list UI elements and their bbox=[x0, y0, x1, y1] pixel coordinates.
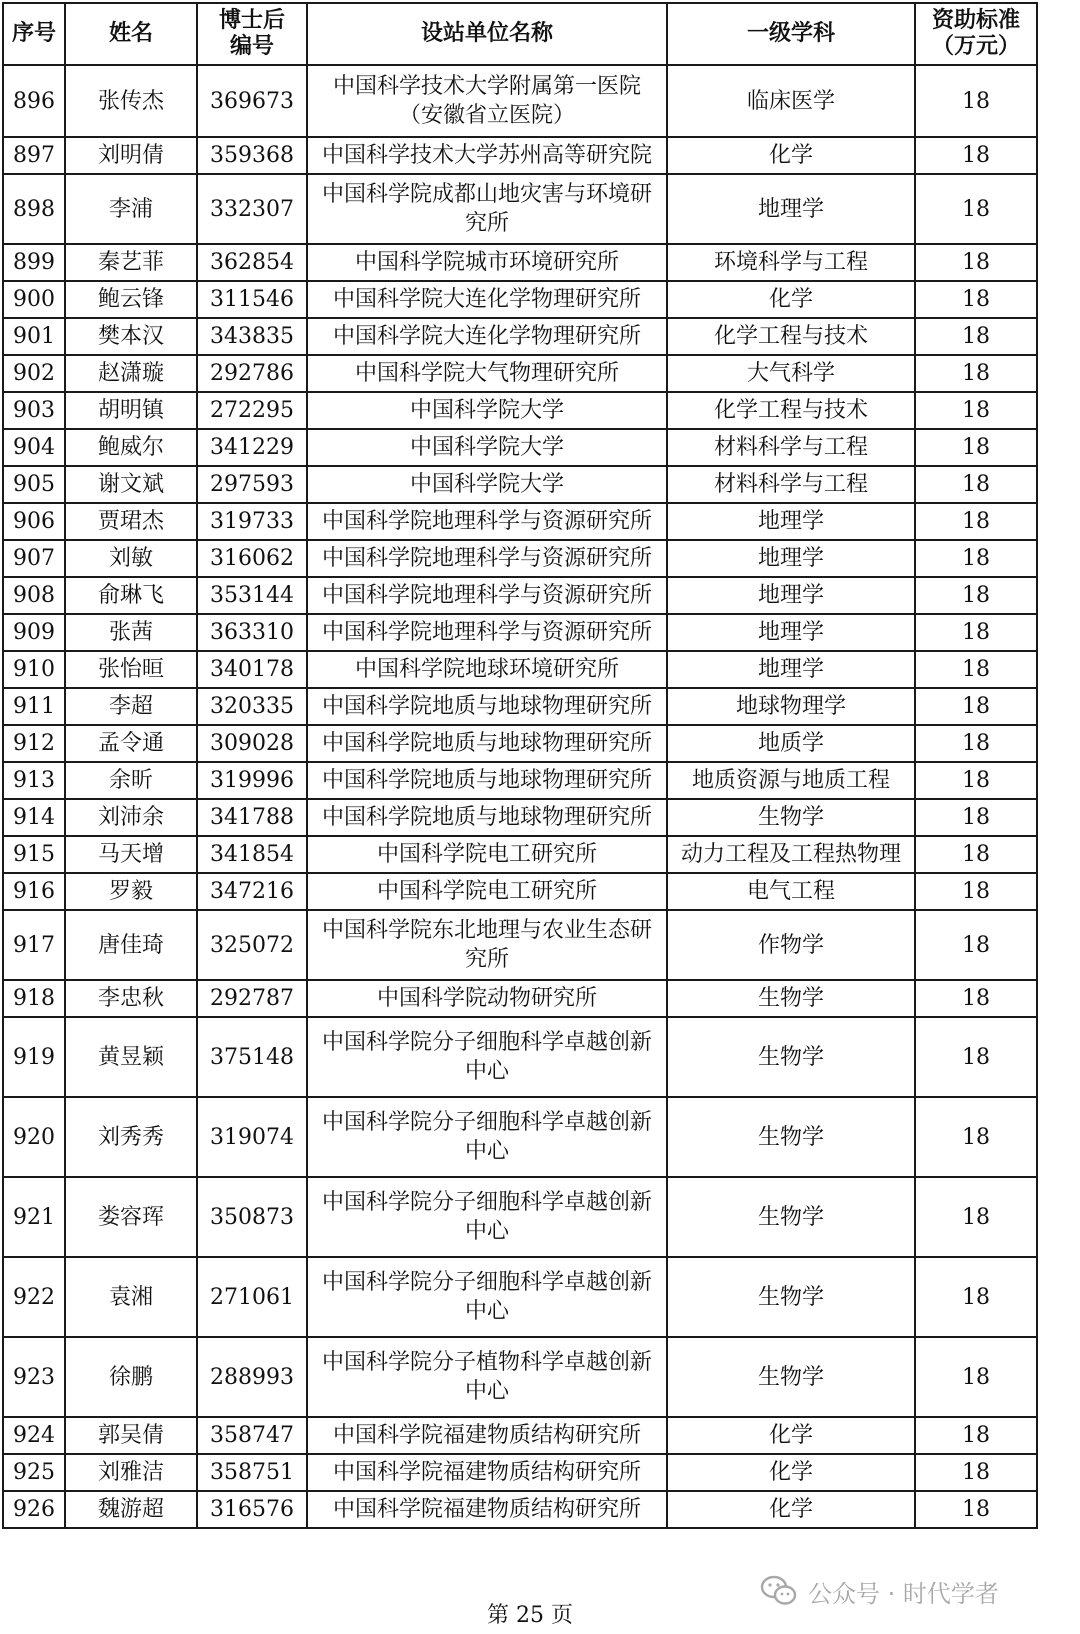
cell-name: 樊本汉 bbox=[65, 318, 197, 355]
cell-funding: 18 bbox=[915, 1017, 1037, 1097]
cell-discipline: 生物学 bbox=[667, 980, 915, 1017]
cell-index: 916 bbox=[3, 873, 65, 910]
cell-station-unit: 中国科学院福建物质结构研究所 bbox=[307, 1491, 667, 1528]
cell-funding: 18 bbox=[915, 1097, 1037, 1177]
cell-index: 902 bbox=[3, 355, 65, 392]
cell-name: 张茜 bbox=[65, 614, 197, 651]
table-row bbox=[3, 1017, 1037, 1097]
cell-index: 906 bbox=[3, 503, 65, 540]
cell-station-unit: 中国科学院地理科学与资源研究所 bbox=[307, 503, 667, 540]
cell-postdoc-id: 340178 bbox=[197, 651, 307, 688]
cell-discipline: 化学 bbox=[667, 137, 915, 174]
cell-postdoc-id: 341854 bbox=[197, 836, 307, 873]
cell-discipline: 地理学 bbox=[667, 503, 915, 540]
cell-index: 896 bbox=[3, 65, 65, 137]
cell-name: 刘沛余 bbox=[65, 799, 197, 836]
cell-funding: 18 bbox=[915, 503, 1037, 540]
cell-station-unit: 中国科学技术大学苏州高等研究院 bbox=[307, 137, 667, 174]
table-row bbox=[3, 799, 1037, 836]
cell-name: 袁湘 bbox=[65, 1257, 197, 1337]
table-row bbox=[3, 540, 1037, 577]
cell-index: 919 bbox=[3, 1017, 65, 1097]
cell-postdoc-id: 369673 bbox=[197, 65, 307, 137]
cell-station-unit: 中国科学技术大学附属第一医院 （安徽省立医院） bbox=[307, 65, 667, 137]
cell-index: 925 bbox=[3, 1454, 65, 1491]
table-row bbox=[3, 1257, 1037, 1337]
cell-postdoc-id: 362854 bbox=[197, 244, 307, 281]
cell-station-unit: 中国科学院城市环境研究所 bbox=[307, 244, 667, 281]
cell-name: 贾珺杰 bbox=[65, 503, 197, 540]
table-row bbox=[3, 1491, 1037, 1528]
cell-discipline: 材料科学与工程 bbox=[667, 429, 915, 466]
cell-postdoc-id: 319733 bbox=[197, 503, 307, 540]
cell-postdoc-id: 271061 bbox=[197, 1257, 307, 1337]
cell-station-unit: 中国科学院东北地理与农业生态研究所 bbox=[307, 910, 667, 980]
cell-index: 897 bbox=[3, 137, 65, 174]
cell-name: 李忠秋 bbox=[65, 980, 197, 1017]
cell-funding: 18 bbox=[915, 355, 1037, 392]
cell-index: 899 bbox=[3, 244, 65, 281]
cell-name: 唐佳琦 bbox=[65, 910, 197, 980]
table-row bbox=[3, 1177, 1037, 1257]
cell-index: 926 bbox=[3, 1491, 65, 1528]
cell-index: 904 bbox=[3, 429, 65, 466]
cell-funding: 18 bbox=[915, 137, 1037, 174]
cell-funding: 18 bbox=[915, 466, 1037, 503]
table-row bbox=[3, 318, 1037, 355]
cell-discipline: 临床医学 bbox=[667, 65, 915, 137]
cell-station-unit: 中国科学院大学 bbox=[307, 392, 667, 429]
cell-funding: 18 bbox=[915, 244, 1037, 281]
table-row bbox=[3, 762, 1037, 799]
cell-station-unit: 中国科学院分子植物科学卓越创新中心 bbox=[307, 1337, 667, 1417]
table-row bbox=[3, 688, 1037, 725]
cell-funding: 18 bbox=[915, 1454, 1037, 1491]
cell-postdoc-id: 292787 bbox=[197, 980, 307, 1017]
table-row bbox=[3, 980, 1037, 1017]
cell-station-unit: 中国科学院地质与地球物理研究所 bbox=[307, 762, 667, 799]
table-row bbox=[3, 910, 1037, 980]
cell-funding: 18 bbox=[915, 392, 1037, 429]
cell-station-unit: 中国科学院分子细胞科学卓越创新中心 bbox=[307, 1017, 667, 1097]
table-header bbox=[3, 3, 1037, 65]
cell-funding: 18 bbox=[915, 1417, 1037, 1454]
cell-funding: 18 bbox=[915, 65, 1037, 137]
cell-funding: 18 bbox=[915, 1491, 1037, 1528]
cell-station-unit: 中国科学院地球环境研究所 bbox=[307, 651, 667, 688]
table-row bbox=[3, 355, 1037, 392]
cell-index: 915 bbox=[3, 836, 65, 873]
cell-discipline: 生物学 bbox=[667, 1097, 915, 1177]
cell-name: 刘秀秀 bbox=[65, 1097, 197, 1177]
table-row bbox=[3, 137, 1037, 174]
cell-postdoc-id: 358747 bbox=[197, 1417, 307, 1454]
cell-index: 924 bbox=[3, 1417, 65, 1454]
table-row bbox=[3, 1337, 1037, 1417]
cell-discipline: 作物学 bbox=[667, 910, 915, 980]
cell-name: 刘雅洁 bbox=[65, 1454, 197, 1491]
cell-funding: 18 bbox=[915, 429, 1037, 466]
cell-name: 谢文斌 bbox=[65, 466, 197, 503]
cell-station-unit: 中国科学院成都山地灾害与环境研究所 bbox=[307, 174, 667, 244]
cell-postdoc-id: 292786 bbox=[197, 355, 307, 392]
cell-index: 917 bbox=[3, 910, 65, 980]
cell-discipline: 化学工程与技术 bbox=[667, 392, 915, 429]
cell-name: 俞琳飞 bbox=[65, 577, 197, 614]
cell-discipline: 环境科学与工程 bbox=[667, 244, 915, 281]
cell-postdoc-id: 325072 bbox=[197, 910, 307, 980]
cell-funding: 18 bbox=[915, 1177, 1037, 1257]
table-row bbox=[3, 614, 1037, 651]
cell-index: 918 bbox=[3, 980, 65, 1017]
cell-discipline: 化学 bbox=[667, 1491, 915, 1528]
cell-funding: 18 bbox=[915, 577, 1037, 614]
cell-discipline: 生物学 bbox=[667, 1337, 915, 1417]
cell-postdoc-id: 272295 bbox=[197, 392, 307, 429]
cell-station-unit: 中国科学院福建物质结构研究所 bbox=[307, 1417, 667, 1454]
cell-postdoc-id: 343835 bbox=[197, 318, 307, 355]
table-row bbox=[3, 651, 1037, 688]
table-row bbox=[3, 429, 1037, 466]
cell-index: 922 bbox=[3, 1257, 65, 1337]
cell-station-unit: 中国科学院大连化学物理研究所 bbox=[307, 318, 667, 355]
cell-funding: 18 bbox=[915, 540, 1037, 577]
cell-postdoc-id: 288993 bbox=[197, 1337, 307, 1417]
cell-discipline: 地理学 bbox=[667, 174, 915, 244]
cell-postdoc-id: 359368 bbox=[197, 137, 307, 174]
table-row bbox=[3, 244, 1037, 281]
table-row bbox=[3, 1097, 1037, 1177]
cell-station-unit: 中国科学院大学 bbox=[307, 466, 667, 503]
cell-index: 912 bbox=[3, 725, 65, 762]
cell-discipline: 大气科学 bbox=[667, 355, 915, 392]
table-row bbox=[3, 725, 1037, 762]
table-row bbox=[3, 503, 1037, 540]
cell-discipline: 生物学 bbox=[667, 1177, 915, 1257]
header-station-unit: 设站单位名称 bbox=[307, 3, 667, 65]
cell-station-unit: 中国科学院大学 bbox=[307, 429, 667, 466]
cell-funding: 18 bbox=[915, 799, 1037, 836]
cell-funding: 18 bbox=[915, 174, 1037, 244]
cell-index: 909 bbox=[3, 614, 65, 651]
cell-station-unit: 中国科学院地理科学与资源研究所 bbox=[307, 577, 667, 614]
cell-station-unit: 中国科学院地质与地球物理研究所 bbox=[307, 688, 667, 725]
cell-discipline: 化学工程与技术 bbox=[667, 318, 915, 355]
table-row bbox=[3, 65, 1037, 137]
cell-name: 马天增 bbox=[65, 836, 197, 873]
header-index: 序号 bbox=[3, 3, 65, 65]
cell-funding: 18 bbox=[915, 1257, 1037, 1337]
cell-index: 923 bbox=[3, 1337, 65, 1417]
cell-name: 张传杰 bbox=[65, 65, 197, 137]
cell-station-unit: 中国科学院动物研究所 bbox=[307, 980, 667, 1017]
cell-index: 898 bbox=[3, 174, 65, 244]
cell-name: 余昕 bbox=[65, 762, 197, 799]
cell-name: 李超 bbox=[65, 688, 197, 725]
cell-name: 鲍云锋 bbox=[65, 281, 197, 318]
cell-station-unit: 中国科学院地理科学与资源研究所 bbox=[307, 540, 667, 577]
cell-name: 罗毅 bbox=[65, 873, 197, 910]
cell-postdoc-id: 316062 bbox=[197, 540, 307, 577]
cell-name: 徐鹏 bbox=[65, 1337, 197, 1417]
cell-funding: 18 bbox=[915, 688, 1037, 725]
cell-name: 胡明镇 bbox=[65, 392, 197, 429]
cell-discipline: 化学 bbox=[667, 281, 915, 318]
table-row bbox=[3, 174, 1037, 244]
cell-postdoc-id: 347216 bbox=[197, 873, 307, 910]
cell-discipline: 生物学 bbox=[667, 1257, 915, 1337]
page-number: 第 25 页 bbox=[487, 1603, 573, 1628]
cell-postdoc-id: 320335 bbox=[197, 688, 307, 725]
cell-postdoc-id: 309028 bbox=[197, 725, 307, 762]
cell-discipline: 化学 bbox=[667, 1417, 915, 1454]
cell-name: 秦艺菲 bbox=[65, 244, 197, 281]
cell-discipline: 生物学 bbox=[667, 1017, 915, 1097]
cell-index: 910 bbox=[3, 651, 65, 688]
cell-funding: 18 bbox=[915, 651, 1037, 688]
table-body bbox=[3, 65, 1037, 1528]
cell-name: 黄昱颖 bbox=[65, 1017, 197, 1097]
cell-postdoc-id: 311546 bbox=[197, 281, 307, 318]
cell-index: 907 bbox=[3, 540, 65, 577]
cell-name: 刘明倩 bbox=[65, 137, 197, 174]
cell-index: 903 bbox=[3, 392, 65, 429]
cell-postdoc-id: 319074 bbox=[197, 1097, 307, 1177]
cell-index: 920 bbox=[3, 1097, 65, 1177]
cell-index: 914 bbox=[3, 799, 65, 836]
cell-index: 921 bbox=[3, 1177, 65, 1257]
cell-name: 郭吴倩 bbox=[65, 1417, 197, 1454]
cell-name: 李浦 bbox=[65, 174, 197, 244]
cell-funding: 18 bbox=[915, 725, 1037, 762]
table-row bbox=[3, 281, 1037, 318]
table-row bbox=[3, 873, 1037, 910]
cell-funding: 18 bbox=[915, 1337, 1037, 1417]
cell-discipline: 地理学 bbox=[667, 651, 915, 688]
cell-station-unit: 中国科学院分子细胞科学卓越创新中心 bbox=[307, 1177, 667, 1257]
cell-station-unit: 中国科学院电工研究所 bbox=[307, 873, 667, 910]
cell-index: 913 bbox=[3, 762, 65, 799]
table-row bbox=[3, 466, 1037, 503]
cell-funding: 18 bbox=[915, 910, 1037, 980]
cell-postdoc-id: 350873 bbox=[197, 1177, 307, 1257]
cell-postdoc-id: 358751 bbox=[197, 1454, 307, 1491]
cell-name: 刘敏 bbox=[65, 540, 197, 577]
cell-funding: 18 bbox=[915, 318, 1037, 355]
cell-discipline: 材料科学与工程 bbox=[667, 466, 915, 503]
cell-postdoc-id: 375148 bbox=[197, 1017, 307, 1097]
cell-index: 911 bbox=[3, 688, 65, 725]
cell-name: 赵潇璇 bbox=[65, 355, 197, 392]
cell-discipline: 地理学 bbox=[667, 614, 915, 651]
cell-postdoc-id: 316576 bbox=[197, 1491, 307, 1528]
cell-funding: 18 bbox=[915, 836, 1037, 873]
cell-postdoc-id: 332307 bbox=[197, 174, 307, 244]
cell-station-unit: 中国科学院大气物理研究所 bbox=[307, 355, 667, 392]
funding-table bbox=[2, 2, 1038, 1529]
cell-funding: 18 bbox=[915, 980, 1037, 1017]
cell-discipline: 地理学 bbox=[667, 540, 915, 577]
cell-station-unit: 中国科学院福建物质结构研究所 bbox=[307, 1454, 667, 1491]
table-row bbox=[3, 836, 1037, 873]
cell-station-unit: 中国科学院电工研究所 bbox=[307, 836, 667, 873]
cell-station-unit: 中国科学院大连化学物理研究所 bbox=[307, 281, 667, 318]
cell-funding: 18 bbox=[915, 614, 1037, 651]
cell-name: 孟令通 bbox=[65, 725, 197, 762]
cell-name: 张怡晅 bbox=[65, 651, 197, 688]
cell-station-unit: 中国科学院分子细胞科学卓越创新中心 bbox=[307, 1097, 667, 1177]
cell-name: 娄容珲 bbox=[65, 1177, 197, 1257]
cell-name: 魏游超 bbox=[65, 1491, 197, 1528]
table-row bbox=[3, 392, 1037, 429]
header-name: 姓名 bbox=[65, 3, 197, 65]
header-postdoc-id: 博士后 编号 bbox=[197, 3, 307, 65]
header-discipline: 一级学科 bbox=[667, 3, 915, 65]
cell-discipline: 电气工程 bbox=[667, 873, 915, 910]
cell-discipline: 化学 bbox=[667, 1454, 915, 1491]
cell-name: 鲍威尔 bbox=[65, 429, 197, 466]
cell-funding: 18 bbox=[915, 762, 1037, 799]
cell-index: 900 bbox=[3, 281, 65, 318]
cell-station-unit: 中国科学院地质与地球物理研究所 bbox=[307, 725, 667, 762]
cell-index: 908 bbox=[3, 577, 65, 614]
cell-station-unit: 中国科学院地理科学与资源研究所 bbox=[307, 614, 667, 651]
cell-funding: 18 bbox=[915, 281, 1037, 318]
cell-postdoc-id: 363310 bbox=[197, 614, 307, 651]
header-funding: 资助标准 （万元） bbox=[915, 3, 1037, 65]
cell-postdoc-id: 297593 bbox=[197, 466, 307, 503]
table-row bbox=[3, 1454, 1037, 1491]
cell-index: 901 bbox=[3, 318, 65, 355]
cell-postdoc-id: 341229 bbox=[197, 429, 307, 466]
cell-discipline: 地球物理学 bbox=[667, 688, 915, 725]
cell-station-unit: 中国科学院分子细胞科学卓越创新中心 bbox=[307, 1257, 667, 1337]
cell-postdoc-id: 319996 bbox=[197, 762, 307, 799]
watermark-text: 公众号 · 时代学者 bbox=[808, 1579, 999, 1608]
cell-station-unit: 中国科学院地质与地球物理研究所 bbox=[307, 799, 667, 836]
header-row bbox=[3, 3, 1037, 65]
cell-discipline: 地质资源与地质工程 bbox=[667, 762, 915, 799]
cell-postdoc-id: 341788 bbox=[197, 799, 307, 836]
table-row bbox=[3, 577, 1037, 614]
cell-discipline: 地质学 bbox=[667, 725, 915, 762]
cell-index: 905 bbox=[3, 466, 65, 503]
cell-discipline: 地理学 bbox=[667, 577, 915, 614]
cell-discipline: 生物学 bbox=[667, 799, 915, 836]
cell-discipline: 动力工程及工程热物理 bbox=[667, 836, 915, 873]
table-row bbox=[3, 1417, 1037, 1454]
cell-postdoc-id: 353144 bbox=[197, 577, 307, 614]
cell-funding: 18 bbox=[915, 873, 1037, 910]
